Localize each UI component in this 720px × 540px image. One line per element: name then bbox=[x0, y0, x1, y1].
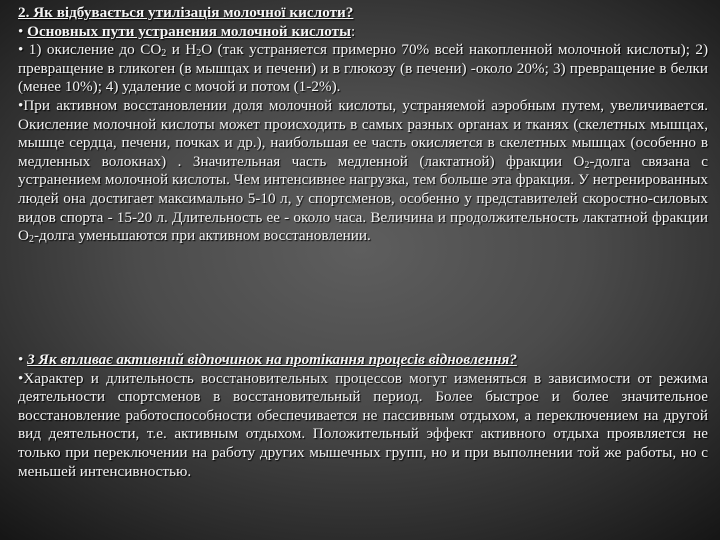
bullet-marker: • bbox=[18, 41, 24, 59]
active-recovery-sub-b: 2 bbox=[28, 234, 34, 246]
active-rest-section bbox=[18, 351, 708, 481]
ways-sub-a: 2 bbox=[161, 48, 167, 60]
bullet-marker: • bbox=[18, 351, 24, 368]
colon: : bbox=[350, 22, 356, 40]
positive-effect-text: Положительный эффект активного отдыха проявляется не только при переключении на работу других мышечных групп, но и при выполнении той же работы, но с меньшей интенсивностью. bbox=[18, 425, 708, 480]
ways-paragraph bbox=[18, 41, 708, 97]
ways-sub-b: 2 bbox=[196, 48, 202, 60]
main-ways-heading bbox=[18, 23, 708, 42]
bullet-marker: • bbox=[18, 96, 24, 114]
ways-text-c: О (так устраняется примерно 70% всей накопленной молочной кислоты); 2) превращение в гликоген (в мышцах и печени) и в глюкозу (в печени) -около 20%; 3) превращение в белки (менее 10%); 4) удаление с мочой и потом (1-2%). bbox=[18, 41, 708, 96]
active-recovery-text-a: При активном восстановлении доля молочной кислоты, устраняемой аэробным путем, увеличивается. Окисление молочной кислоты может происходить в самых разных органах и тканях (скелетных мышцах, мышце сердца, печени, почках и др.), наибольшая ее часть окисляется в скелетных мышцах (особенно в медленных волокнах) . Значительная часть медленной (лактатной) фракции О bbox=[18, 96, 708, 170]
question-3-title bbox=[18, 351, 708, 370]
character-paragraph bbox=[18, 370, 708, 482]
ways-text-b: и Н bbox=[166, 41, 197, 59]
utilization-section bbox=[18, 4, 708, 246]
active-recovery-paragraph bbox=[18, 97, 708, 246]
active-recovery-sub-a: 2 bbox=[584, 159, 590, 171]
question-2-title bbox=[18, 4, 708, 23]
question-3-title-text: 3 Як впливає активний відпочинок на протікання процесів відновлення? bbox=[27, 351, 517, 368]
ways-text-a: 1) окисление до СО bbox=[28, 41, 162, 59]
bullet-marker: • bbox=[18, 22, 24, 40]
active-recovery-text-c: -долга уменьшаются при активном восстановлении. bbox=[33, 227, 371, 245]
bullet-marker: • bbox=[18, 369, 24, 387]
question-2-title-text: 2. Як відбувається утилізація молочної кислоти? bbox=[18, 4, 354, 21]
active-recovery-text-b: -долга связана с устранением молочной кислоты. Чем интенсивнее нагрузка, тем больше эта фракция. У нетренированных людей она достигает максимально 5-10 л, у спортсменов, особенно у представителей скоростно-силовых видов спорта - 15-20 л. Длительность ее - около часа. Величина и продолжительность лактатной фракции О bbox=[18, 152, 708, 245]
main-ways-label: Основных пути устранения молочной кислоты bbox=[27, 22, 351, 40]
character-text: Характер и длительность восстановительных процессов могут изменяться в зависимости от режима деятельности спортсменов в восстановительный период. Более быстрое и более значительное восстановление работоспособности обеспечивается не пассивным отдыхом, а переключением на другой вид деятельности, т.е. активным отдыхом. bbox=[18, 369, 708, 443]
